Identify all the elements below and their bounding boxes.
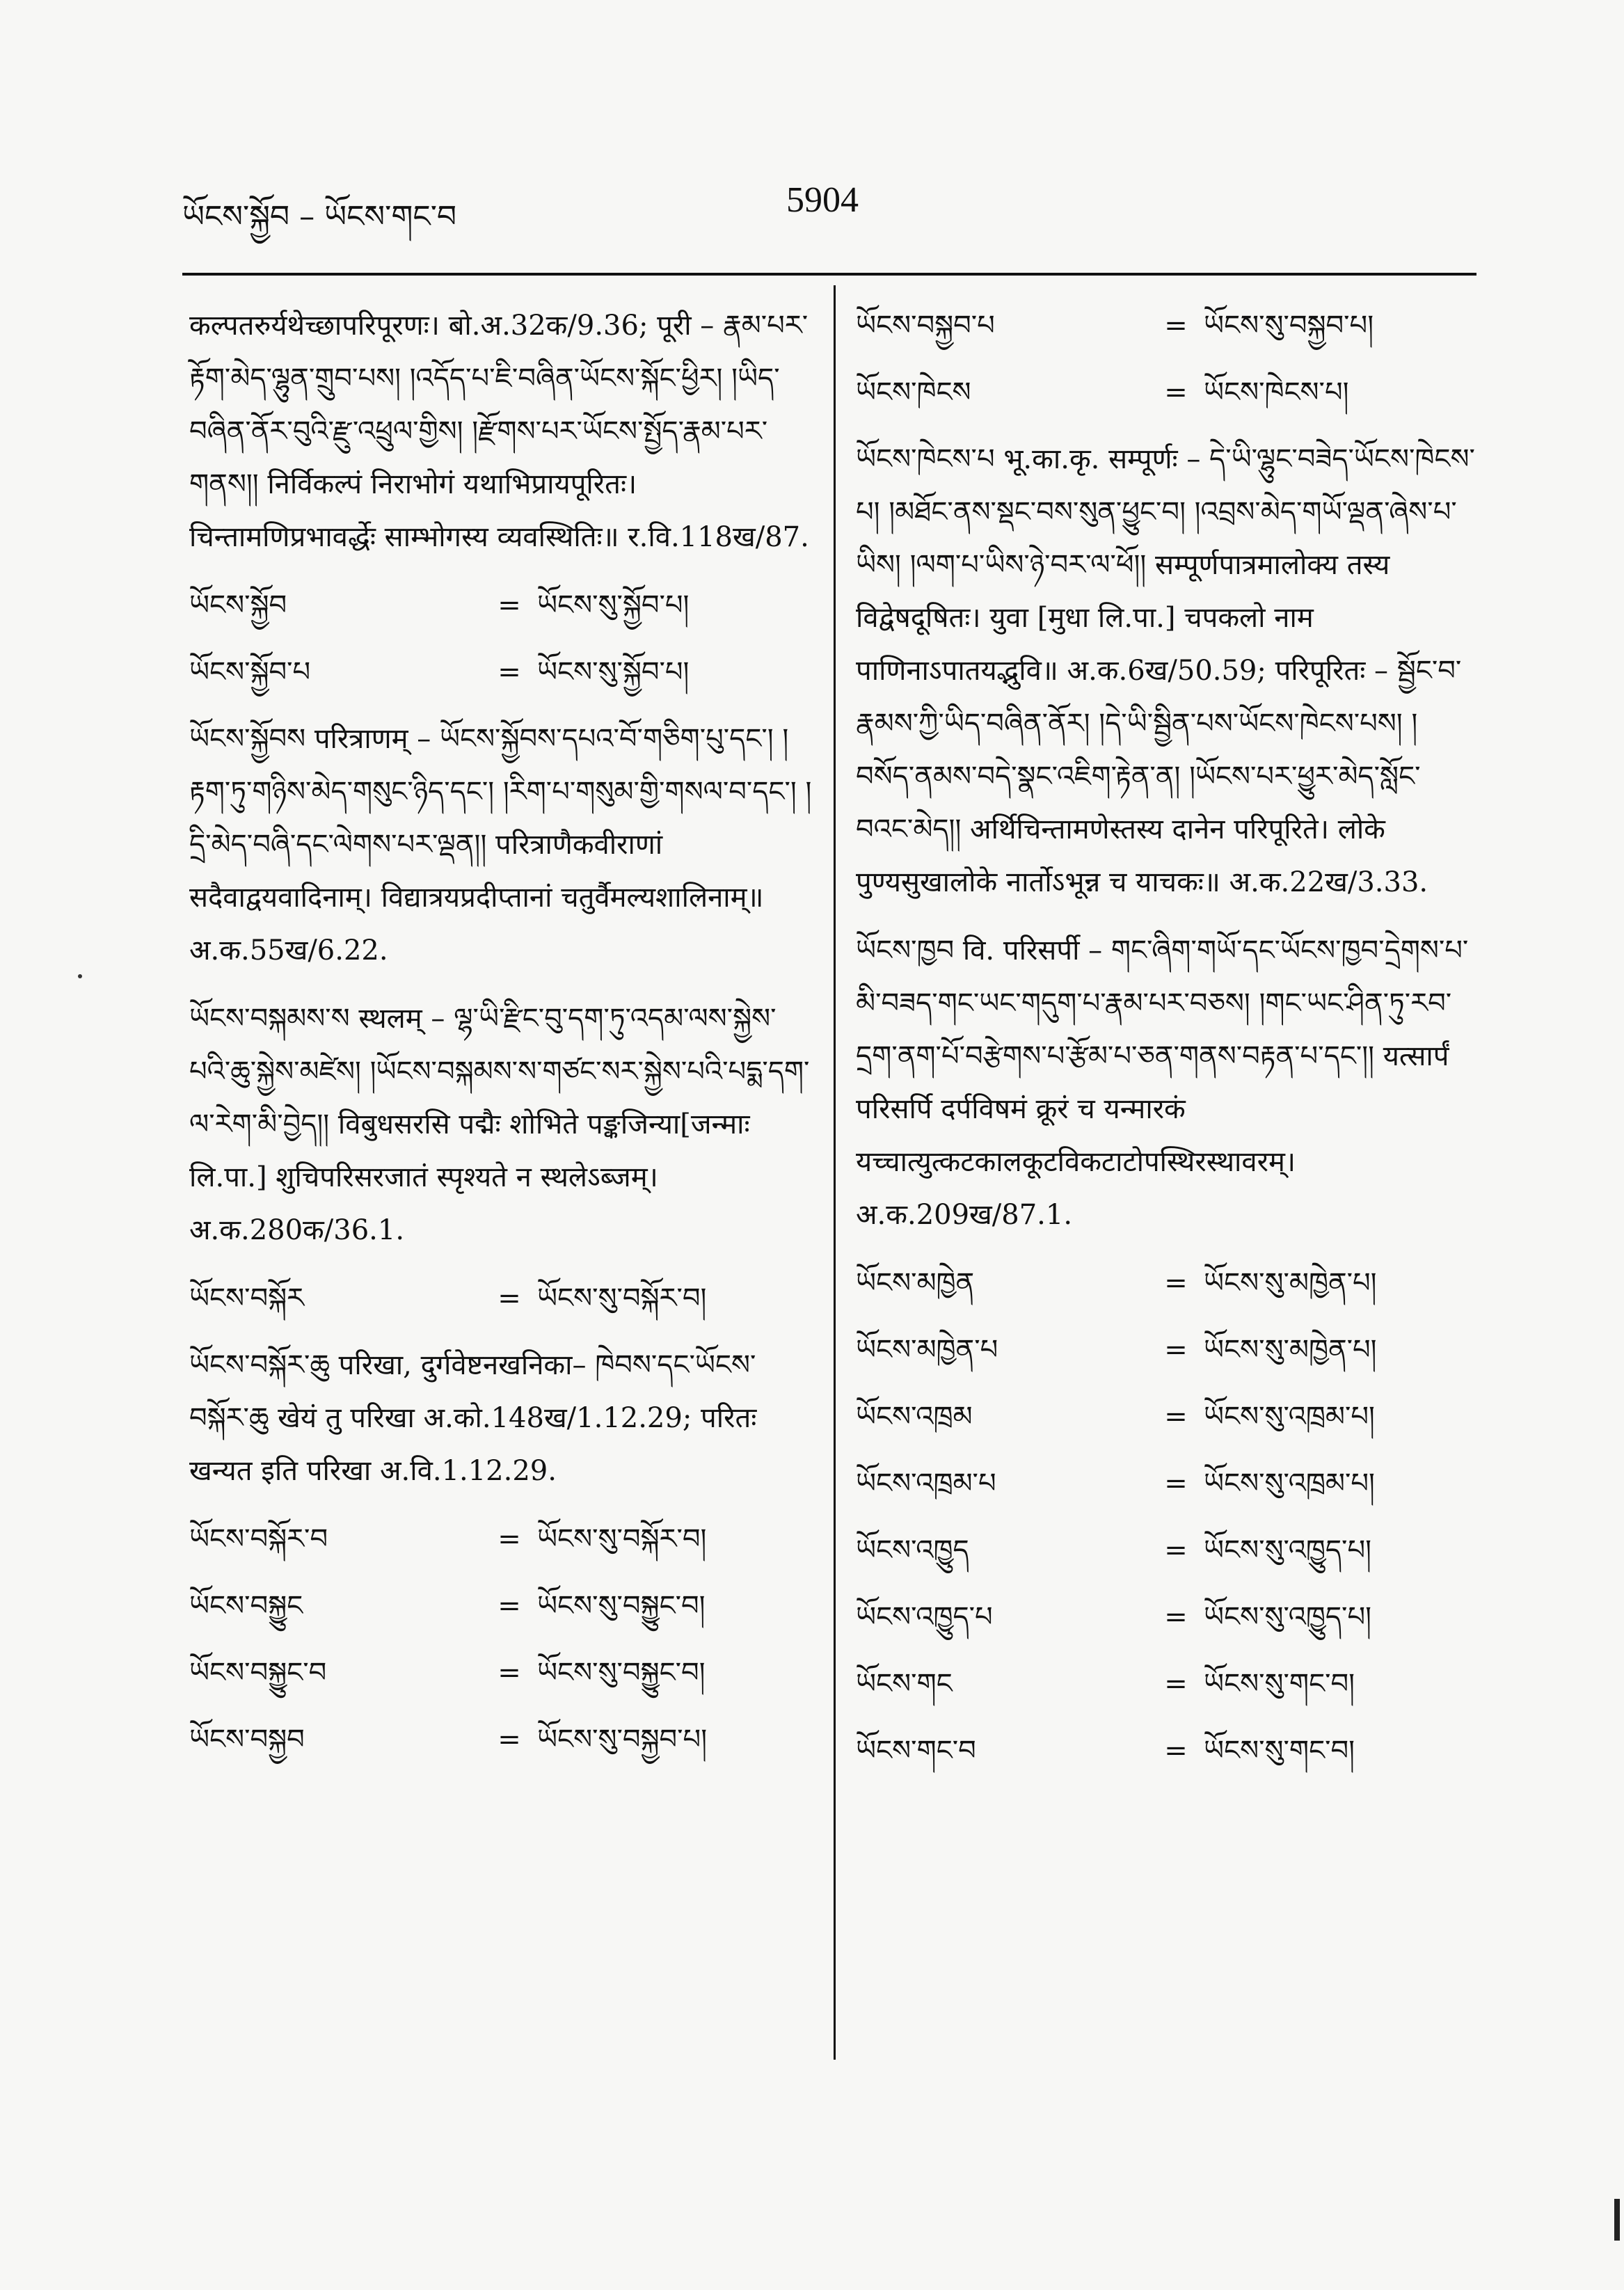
xref-target: ཡོངས་སུ་འཁྱུད་པ། [1204,1534,1371,1566]
xref-entry [189,1513,815,1566]
headword: ཡོངས་འཁྱུད་པ [856,1601,993,1633]
equals-sign: = [1164,1267,1188,1299]
xref-entry [189,1272,815,1325]
xref-target: ཡོངས་སུ་བསྐྱུང་བ། [537,1657,706,1689]
equals-sign: = [1164,1334,1188,1366]
xref-entry [189,646,815,699]
xref-target: ཡོངས་སུ་བསྐྱབ་པ། [537,1724,708,1756]
headword: ཡོངས་འཁྱུད [856,1534,969,1566]
xref-target: ཡོངས་སུ་འཁྱུད་པ། [1204,1601,1371,1633]
equals-sign: = [497,1523,521,1555]
equals-sign: = [497,1657,521,1689]
headword: ཡོངས་སྐྱོབ་པ [189,656,311,688]
xref-entry [189,1713,815,1766]
xref-entry [856,1724,1475,1777]
xref-target: ཡོངས་སུ་བསྐྱབ་པ། [1204,310,1374,342]
equals-sign: = [497,1282,521,1314]
xref-entry [856,1390,1475,1443]
headword: ཡོངས་བསྐོར་བ [189,1523,328,1555]
xref-entry [189,1646,815,1699]
xref-entry [189,1580,815,1632]
headword: ཡོངས་འཁྲམ [856,1401,973,1433]
xref-entry [856,299,1475,352]
xref-entry [856,1257,1475,1310]
headword: ཡོངས་བསྐོར [189,1282,305,1314]
dictionary-entry: ཡོངས་སྐྱོབས परित्राणम् – ཡོངས་སྐྱོབས་དཔའ་བོ་གཅིག་པུ་དང་། །རྟག་ཏུ་གཉིས་མེད་གསུང་ཉིད་དང་། །རིག་པ་གསུམ་གྱི་གསལ་བ་དང་། །དྲི་མེད་བཞི་དང་ལེགས་པར་ལྡན།། परित्राणैकवीराणां सदैवाद्वयवादिनाम्। विद्यात्रयप्रदीप्तानां चतुर्वैमल्यशालिनाम्॥ अ.क.55ख/6.22. [189,723,812,967]
xref-entry [856,366,1475,419]
xref-entry [856,1657,1475,1710]
headword: ཡོངས་གང་བ [856,1735,976,1767]
xref-target: ཡོངས་ཁེངས་པ། [1204,376,1349,408]
xref-target: ཡོངས་སུ་མཁྱེན་པ། [1204,1267,1377,1299]
headword: ཡོངས་ཁེངས [856,376,971,408]
xref-entry [856,1323,1475,1376]
headword: ཡོངས་བསྐྱུང [189,1590,303,1622]
equals-sign: = [497,1590,521,1622]
equals-sign: = [497,589,521,621]
xref-entry [856,1457,1475,1510]
scan-speck [78,974,82,978]
xref-target: ཡོངས་སུ་བསྐོར་བ། [537,1282,707,1314]
right-column [856,299,1475,1791]
equals-sign: = [1164,1668,1188,1700]
xref-target: ཡོངས་སུ་མཁྱེན་པ། [1204,1334,1377,1366]
headword: ཡོངས་གང [856,1668,953,1700]
headword: ཡོངས་བསྐྱབ་པ [856,310,995,342]
xref-target: ཡོངས་སུ་གང་བ། [1204,1735,1355,1767]
headword: ཡོངས་སྐྱོབ [189,589,287,621]
equals-sign: = [497,656,521,688]
equals-sign: = [1164,1735,1188,1767]
equals-sign: = [1164,1601,1188,1633]
headword: ཡོངས་མཁྱེན་པ [856,1334,998,1366]
left-column [189,299,815,1780]
headword: ཡོངས་མཁྱེན [856,1267,975,1299]
equals-sign: = [497,1724,521,1756]
xref-entry [189,579,815,632]
xref-entry [856,1591,1475,1644]
headword: ཡོངས་བསྐྱབ [189,1724,305,1756]
page-number: 5904 [786,180,859,220]
dictionary-entry: ཡོངས་བསྐམས་ས स्थलम् – ལྷ་ཡི་རྫིང་བུ་དག་ཏུ་འདམ་ལས་སྐྱེས་པའི་ཆུ་སྐྱེས་མཛེས། །ཡོངས་བསྐམས་ས་གཙང་སར་སྐྱེས་པའི་པདྨ་དག་ལ་རེག་མི་བྱེད།། विबुधसरसि पद्मैः शोभिते पङ्कजिन्या[जन्माः लि.पा.] शुचिपरिसरजातं स्पृश्यते न स्थलेऽब्जम्। अ.क.280क/36.1. [189,1003,810,1246]
scan-edge-mark [1614,2199,1620,2241]
headword: ཡོངས་འཁྲམ་པ [856,1468,996,1500]
equals-sign: = [1164,376,1188,408]
xref-target: ཡོངས་སུ་སྐྱོབ་པ། [537,589,690,621]
dictionary-entry: ཡོངས་བསྐོར་ཆུ परिखा, दुर्गवेष्टनखनिका– ཁེབས་དང་ཡོངས་བསྐོར་ཆུ खेयं तु परिखा अ.को.148ख/1.12.29; परितः खन्यत इति परिखा अ.वि.1.12.29. [189,1349,757,1487]
xref-target: ཡོངས་སུ་གང་བ། [1204,1668,1355,1700]
xref-entry [856,1524,1475,1577]
xref-target: ཡོངས་སུ་འཁྲམ་པ། [1204,1468,1375,1500]
header-rule [182,273,1476,276]
equals-sign: = [1164,1534,1188,1566]
dictionary-entry: ཡོངས་ཁྱབ वि. परिसर्पी – གང་ཞིག་གཡོ་དང་ཡོངས་ཁྱབ་དྲེགས་པ་མི་བཟད་གང་ཡང་གདུག་པ་རྣམ་པར་བཅས། །གང་ཡང་ཤིན་ཏུ་རབ་དྲག་ནག་པོ་བརྩེགས་པ་རྩོམ་པ་ཅན་གནས་བརྟན་པ་དང་།། यत्सार्पं परिसर्पि दर्पविषमं क्रूरं च यन्मारकं यच्चात्युत्कटकालकूटविकटाटोपस्थिरस्थावरम्। अ.क.209ख/87.1. [856,935,1469,1231]
xref-target: ཡོངས་སུ་བསྐོར་བ། [537,1523,707,1555]
equals-sign: = [1164,1401,1188,1433]
xref-target: ཡོངས་སུ་སྐྱོབ་པ། [537,656,690,688]
xref-target: ཡོངས་སུ་འཁྲམ་པ། [1204,1401,1375,1433]
equals-sign: = [1164,310,1188,342]
xref-target: ཡོངས་སུ་བསྐྱུང་བ། [537,1590,706,1622]
equals-sign: = [1164,1468,1188,1500]
dictionary-entry: ཡོངས་ཁེངས་པ भू.का.कृ. सम्पूर्णः – དེ་ཡི་ལྷུང་བཟེད་ཡོངས་ཁེངས་པ། །མཐོང་ནས་སྡང་བས་སུན་ཕྱུང་བ། །འབྲས་མེད་གཡོ་ལྡན་ཞེས་པ་ཡིས། །ལག་པ་ཡིས་ཉེ་བར་ལ་ཕོ།། सम्पूर्णपात्रमालोक्य तस्य विद्वेषदूषितः। युवा [मुधा लि.पा.] चपकलो नाम पाणिनाऽपातयद्भुवि॥ अ.क.6ख/50.59; परिपूरितः – སྦྱོང་བ་རྣམས་ཀྱི་ཡིད་བཞིན་ནོར། །དེ་ཡི་སྦྱིན་པས་ཡོངས་ཁེངས་པས། །བསོད་ནམས་བདེ་སྣང་འཇིག་རྟེན་ན། །ཡོངས་པར་ཕྱུར་མེད་སློང་བའང་མེད།། अर्थिचिन्तामणेस्तस्य दानेन परिपूरिते। लोके पुण्यसुखालोके नार्तोऽभून्न च याचकः॥ अ.क.22ख/3.33. [856,443,1475,898]
headword: ཡོངས་བསྐྱུང་བ [189,1657,327,1689]
running-header: ཡོངས་སྐྱོབ – ཡོངས་གང་བ [182,199,457,234]
dictionary-entry: कल्पतरुर्यथेच्छापरिपूरणः। बो.अ.32क/9.36; पूरी – རྣམ་པར་རྟོག་མེད་ལྷུན་གྲུབ་པས། །འདོད་པ་ཇི་བཞིན་ཡོངས་སྐོང་ཕྱིར། །ཡིད་བཞིན་ནོར་བུའི་རྫུ་འཕྲུལ་གྱིས། །རྫོགས་པར་ཡོངས་སྤྱོད་རྣམ་པར་གནས།། निर्विकल्पं निराभोगं यथाभिप्रायपूरितः। चिन्तामणिप्रभावर्द्धेः साम्भोगस्य व्यवस्थितिः॥ र.वि.118ख/87. [189,310,809,553]
column-divider [834,285,836,2060]
